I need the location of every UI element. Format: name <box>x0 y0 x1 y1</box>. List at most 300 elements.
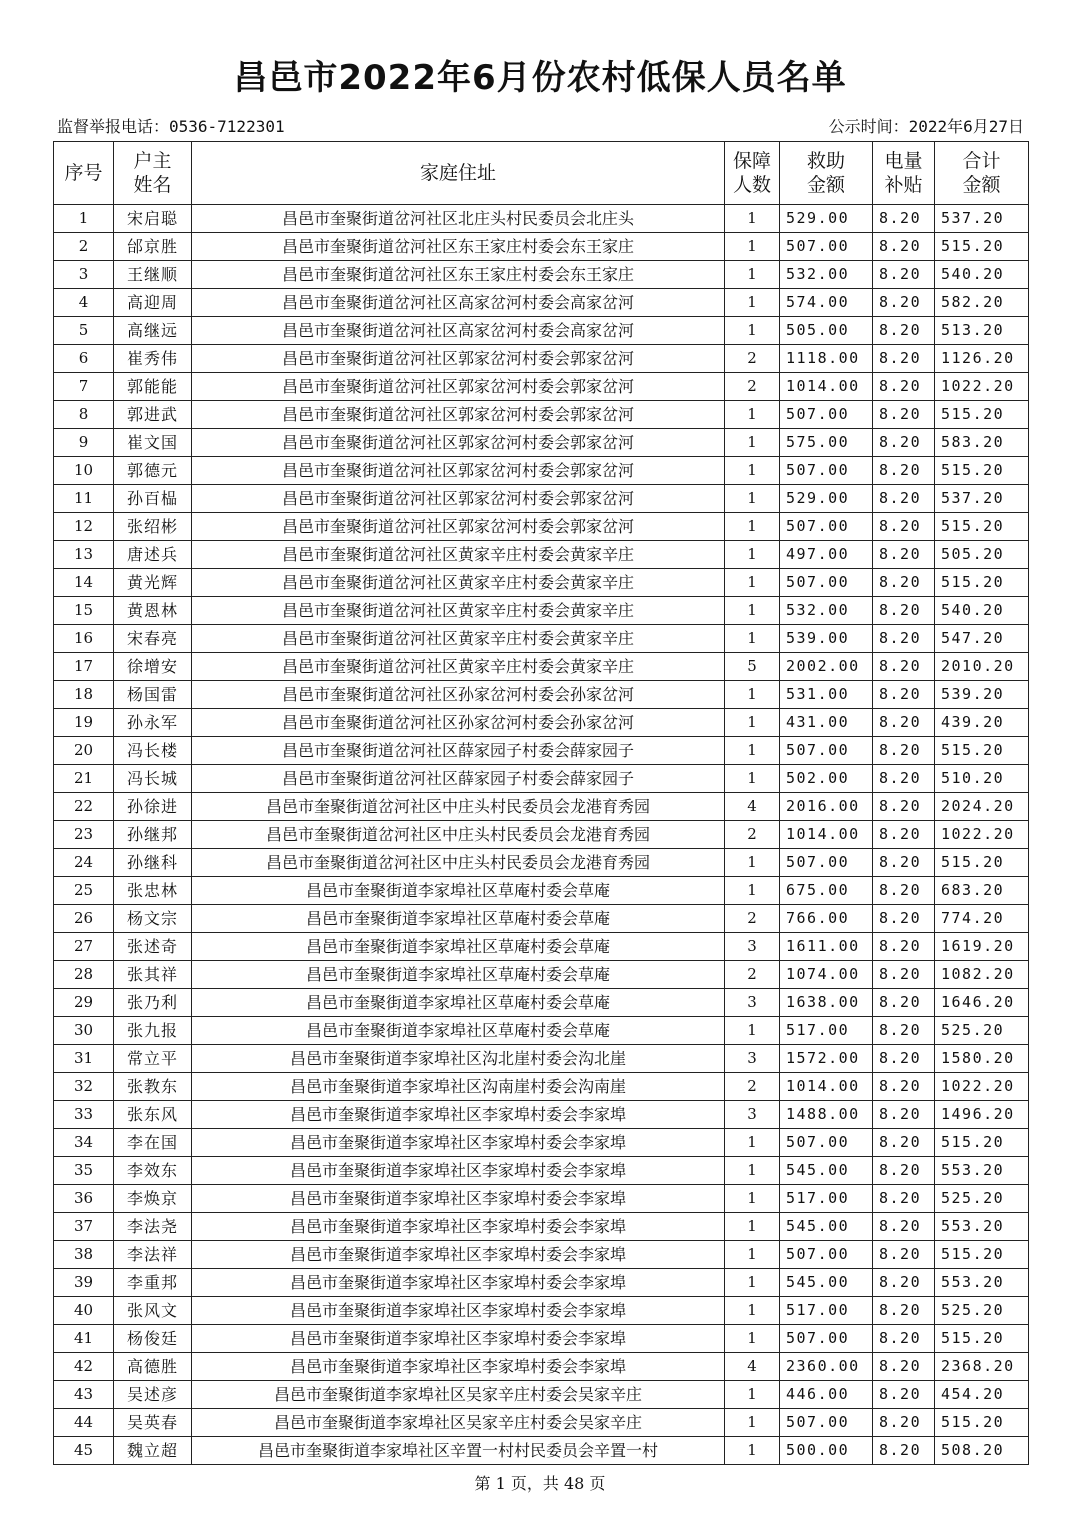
cell-name: 郭进武 <box>114 401 192 429</box>
cell-total: 525.20 <box>935 1297 1029 1325</box>
cell-name: 孙继科 <box>114 849 192 877</box>
cell-serial: 29 <box>54 989 114 1017</box>
header-count: 保障 人数 <box>725 142 780 205</box>
cell-serial: 1 <box>54 205 114 233</box>
cell-serial: 27 <box>54 933 114 961</box>
cell-power: 8.20 <box>873 401 935 429</box>
cell-count: 1 <box>725 569 780 597</box>
cell-total: 525.20 <box>935 1017 1029 1045</box>
table-row <box>54 513 1029 541</box>
cell-power: 8.20 <box>873 1241 935 1269</box>
cell-count: 2 <box>725 821 780 849</box>
cell-aid: 497.00 <box>780 541 873 569</box>
cell-address: 昌邑市奎聚街道李家埠社区沟南崖村委会沟南崖 <box>192 1073 725 1101</box>
cell-serial: 15 <box>54 597 114 625</box>
cell-count: 1 <box>725 317 780 345</box>
table-row <box>54 485 1029 513</box>
cell-count: 4 <box>725 1353 780 1381</box>
table-row <box>54 1017 1029 1045</box>
cell-serial: 8 <box>54 401 114 429</box>
cell-power: 8.20 <box>873 261 935 289</box>
cell-power: 8.20 <box>873 681 935 709</box>
cell-total: 515.20 <box>935 513 1029 541</box>
cell-total: 454.20 <box>935 1381 1029 1409</box>
cell-total: 539.20 <box>935 681 1029 709</box>
cell-aid: 575.00 <box>780 429 873 457</box>
cell-count: 5 <box>725 653 780 681</box>
cell-aid: 1638.00 <box>780 989 873 1017</box>
cell-name: 李重邦 <box>114 1269 192 1297</box>
cell-count: 3 <box>725 1101 780 1129</box>
cell-count: 1 <box>725 1325 780 1353</box>
cell-address: 昌邑市奎聚街道李家埠社区李家埠村委会李家埠 <box>192 1213 725 1241</box>
cell-serial: 10 <box>54 457 114 485</box>
cell-total: 515.20 <box>935 849 1029 877</box>
cell-address: 昌邑市奎聚街道岔河社区北庄头村民委员会北庄头 <box>192 205 725 233</box>
cell-count: 1 <box>725 1017 780 1045</box>
cell-count: 2 <box>725 1073 780 1101</box>
cell-serial: 23 <box>54 821 114 849</box>
table-row <box>54 961 1029 989</box>
cell-aid: 1611.00 <box>780 933 873 961</box>
cell-count: 1 <box>725 597 780 625</box>
cell-serial: 16 <box>54 625 114 653</box>
publish-date: 公示时间：2022年6月27日 <box>828 117 1024 136</box>
cell-count: 1 <box>725 1409 780 1437</box>
cell-address: 昌邑市奎聚街道岔河社区郭家岔河村委会郭家岔河 <box>192 513 725 541</box>
cell-serial: 11 <box>54 485 114 513</box>
cell-count: 1 <box>725 429 780 457</box>
table-row <box>54 1045 1029 1073</box>
cell-total: 515.20 <box>935 1409 1029 1437</box>
table-row <box>54 1437 1029 1465</box>
cell-serial: 14 <box>54 569 114 597</box>
cell-count: 1 <box>725 205 780 233</box>
cell-count: 1 <box>725 261 780 289</box>
table-header-row <box>54 142 1029 205</box>
cell-serial: 25 <box>54 877 114 905</box>
table-row <box>54 709 1029 737</box>
cell-power: 8.20 <box>873 1325 935 1353</box>
cell-count: 1 <box>725 1185 780 1213</box>
cell-total: 547.20 <box>935 625 1029 653</box>
cell-total: 2024.20 <box>935 793 1029 821</box>
cell-aid: 531.00 <box>780 681 873 709</box>
cell-power: 8.20 <box>873 737 935 765</box>
cell-serial: 19 <box>54 709 114 737</box>
cell-name: 崔文国 <box>114 429 192 457</box>
cell-count: 1 <box>725 1241 780 1269</box>
cell-name: 唐述兵 <box>114 541 192 569</box>
cell-address: 昌邑市奎聚街道岔河社区东王家庄村委会东王家庄 <box>192 261 725 289</box>
cell-power: 8.20 <box>873 625 935 653</box>
cell-total: 553.20 <box>935 1213 1029 1241</box>
cell-serial: 34 <box>54 1129 114 1157</box>
cell-name: 冯长城 <box>114 765 192 793</box>
cell-power: 8.20 <box>873 1101 935 1129</box>
cell-serial: 40 <box>54 1297 114 1325</box>
cell-power: 8.20 <box>873 205 935 233</box>
cell-aid: 507.00 <box>780 849 873 877</box>
cell-serial: 44 <box>54 1409 114 1437</box>
cell-power: 8.20 <box>873 317 935 345</box>
page-title: 昌邑市2022年6月份农村低保人员名单 <box>233 58 847 98</box>
cell-serial: 33 <box>54 1101 114 1129</box>
cell-power: 8.20 <box>873 1437 935 1465</box>
cell-total: 537.20 <box>935 205 1029 233</box>
cell-power: 8.20 <box>873 1157 935 1185</box>
table-row <box>54 849 1029 877</box>
table-row <box>54 821 1029 849</box>
cell-count: 1 <box>725 513 780 541</box>
cell-power: 8.20 <box>873 1185 935 1213</box>
table-row <box>54 765 1029 793</box>
cell-aid: 675.00 <box>780 877 873 905</box>
cell-aid: 2002.00 <box>780 653 873 681</box>
table-row <box>54 793 1029 821</box>
cell-address: 昌邑市奎聚街道岔河社区郭家岔河村委会郭家岔河 <box>192 373 725 401</box>
cell-total: 515.20 <box>935 1325 1029 1353</box>
cell-total: 515.20 <box>935 233 1029 261</box>
cell-aid: 507.00 <box>780 1129 873 1157</box>
cell-power: 8.20 <box>873 513 935 541</box>
table-row <box>54 1269 1029 1297</box>
cell-name: 张忠林 <box>114 877 192 905</box>
table-row <box>54 205 1029 233</box>
cell-address: 昌邑市奎聚街道岔河社区郭家岔河村委会郭家岔河 <box>192 457 725 485</box>
cell-total: 537.20 <box>935 485 1029 513</box>
cell-total: 515.20 <box>935 457 1029 485</box>
cell-power: 8.20 <box>873 541 935 569</box>
cell-address: 昌邑市奎聚街道岔河社区中庄头村民委员会龙港育秀园 <box>192 821 725 849</box>
table-row <box>54 401 1029 429</box>
cell-name: 高迎周 <box>114 289 192 317</box>
cell-power: 8.20 <box>873 989 935 1017</box>
cell-total: 1496.20 <box>935 1101 1029 1129</box>
cell-total: 774.20 <box>935 905 1029 933</box>
cell-power: 8.20 <box>873 1017 935 1045</box>
cell-address: 昌邑市奎聚街道李家埠社区吴家辛庄村委会吴家辛庄 <box>192 1381 725 1409</box>
cell-aid: 507.00 <box>780 233 873 261</box>
cell-total: 583.20 <box>935 429 1029 457</box>
cell-power: 8.20 <box>873 1045 935 1073</box>
cell-count: 1 <box>725 709 780 737</box>
cell-total: 1022.20 <box>935 1073 1029 1101</box>
cell-name: 李效东 <box>114 1157 192 1185</box>
cell-name: 孙继邦 <box>114 821 192 849</box>
cell-name: 魏立超 <box>114 1437 192 1465</box>
table-row <box>54 1241 1029 1269</box>
cell-count: 1 <box>725 681 780 709</box>
table-row <box>54 569 1029 597</box>
cell-power: 8.20 <box>873 1381 935 1409</box>
cell-serial: 28 <box>54 961 114 989</box>
cell-aid: 529.00 <box>780 205 873 233</box>
cell-count: 1 <box>725 1437 780 1465</box>
cell-count: 2 <box>725 345 780 373</box>
cell-aid: 502.00 <box>780 765 873 793</box>
table-row <box>54 737 1029 765</box>
table-row <box>54 429 1029 457</box>
cell-name: 李在国 <box>114 1129 192 1157</box>
table-row <box>54 1185 1029 1213</box>
table-row <box>54 1129 1029 1157</box>
cell-total: 1580.20 <box>935 1045 1029 1073</box>
cell-power: 8.20 <box>873 793 935 821</box>
cell-name: 张述奇 <box>114 933 192 961</box>
cell-total: 515.20 <box>935 569 1029 597</box>
cell-aid: 2016.00 <box>780 793 873 821</box>
cell-aid: 1014.00 <box>780 1073 873 1101</box>
cell-total: 2368.20 <box>935 1353 1029 1381</box>
cell-power: 8.20 <box>873 1269 935 1297</box>
recipient-table <box>53 141 1029 1465</box>
cell-count: 2 <box>725 905 780 933</box>
cell-serial: 21 <box>54 765 114 793</box>
cell-power: 8.20 <box>873 821 935 849</box>
table-row <box>54 933 1029 961</box>
cell-serial: 36 <box>54 1185 114 1213</box>
cell-serial: 5 <box>54 317 114 345</box>
cell-name: 常立平 <box>114 1045 192 1073</box>
cell-count: 1 <box>725 1297 780 1325</box>
cell-address: 昌邑市奎聚街道李家埠社区吴家辛庄村委会吴家辛庄 <box>192 1409 725 1437</box>
cell-aid: 517.00 <box>780 1017 873 1045</box>
header-address: 家庭住址 <box>192 142 725 205</box>
cell-aid: 1118.00 <box>780 345 873 373</box>
cell-name: 张乃利 <box>114 989 192 1017</box>
table-row <box>54 261 1029 289</box>
cell-power: 8.20 <box>873 429 935 457</box>
cell-address: 昌邑市奎聚街道李家埠社区李家埠村委会李家埠 <box>192 1269 725 1297</box>
cell-name: 王继顺 <box>114 261 192 289</box>
cell-count: 1 <box>725 737 780 765</box>
cell-name: 李焕京 <box>114 1185 192 1213</box>
cell-total: 515.20 <box>935 1241 1029 1269</box>
cell-address: 昌邑市奎聚街道岔河社区薛家园子村委会薛家园子 <box>192 737 725 765</box>
header-name: 户主 姓名 <box>114 142 192 205</box>
cell-aid: 507.00 <box>780 737 873 765</box>
cell-serial: 26 <box>54 905 114 933</box>
cell-serial: 43 <box>54 1381 114 1409</box>
cell-total: 505.20 <box>935 541 1029 569</box>
cell-address: 昌邑市奎聚街道李家埠社区李家埠村委会李家埠 <box>192 1353 725 1381</box>
cell-power: 8.20 <box>873 933 935 961</box>
cell-name: 孙永军 <box>114 709 192 737</box>
cell-name: 张九报 <box>114 1017 192 1045</box>
cell-name: 张绍彬 <box>114 513 192 541</box>
cell-power: 8.20 <box>873 961 935 989</box>
cell-power: 8.20 <box>873 457 935 485</box>
cell-count: 1 <box>725 233 780 261</box>
cell-address: 昌邑市奎聚街道岔河社区郭家岔河村委会郭家岔河 <box>192 401 725 429</box>
cell-address: 昌邑市奎聚街道李家埠社区辛置一村村民委员会辛置一村 <box>192 1437 725 1465</box>
cell-aid: 517.00 <box>780 1297 873 1325</box>
cell-address: 昌邑市奎聚街道李家埠社区李家埠村委会李家埠 <box>192 1129 725 1157</box>
cell-aid: 505.00 <box>780 317 873 345</box>
cell-address: 昌邑市奎聚街道岔河社区黄家辛庄村委会黄家辛庄 <box>192 625 725 653</box>
cell-address: 昌邑市奎聚街道李家埠社区草庵村委会草庵 <box>192 1017 725 1045</box>
table-row <box>54 1157 1029 1185</box>
cell-total: 582.20 <box>935 289 1029 317</box>
cell-name: 黄光辉 <box>114 569 192 597</box>
cell-address: 昌邑市奎聚街道岔河社区中庄头村民委员会龙港育秀园 <box>192 849 725 877</box>
cell-address: 昌邑市奎聚街道岔河社区薛家园子村委会薛家园子 <box>192 765 725 793</box>
cell-aid: 1572.00 <box>780 1045 873 1073</box>
cell-address: 昌邑市奎聚街道岔河社区郭家岔河村委会郭家岔河 <box>192 345 725 373</box>
cell-count: 3 <box>725 989 780 1017</box>
cell-address: 昌邑市奎聚街道岔河社区黄家辛庄村委会黄家辛庄 <box>192 541 725 569</box>
cell-power: 8.20 <box>873 373 935 401</box>
cell-count: 2 <box>725 961 780 989</box>
cell-aid: 529.00 <box>780 485 873 513</box>
cell-count: 3 <box>725 1045 780 1073</box>
cell-address: 昌邑市奎聚街道岔河社区郭家岔河村委会郭家岔河 <box>192 485 725 513</box>
cell-total: 1126.20 <box>935 345 1029 373</box>
cell-serial: 24 <box>54 849 114 877</box>
cell-count: 1 <box>725 1129 780 1157</box>
table-row <box>54 1325 1029 1353</box>
cell-total: 513.20 <box>935 317 1029 345</box>
cell-aid: 507.00 <box>780 401 873 429</box>
table-row <box>54 905 1029 933</box>
cell-power: 8.20 <box>873 485 935 513</box>
table-row <box>54 1213 1029 1241</box>
cell-address: 昌邑市奎聚街道李家埠社区草庵村委会草庵 <box>192 877 725 905</box>
cell-aid: 545.00 <box>780 1213 873 1241</box>
cell-serial: 9 <box>54 429 114 457</box>
hotline-text: 监督举报电话：0536-7122301 <box>57 117 285 136</box>
cell-address: 昌邑市奎聚街道李家埠社区李家埠村委会李家埠 <box>192 1185 725 1213</box>
table-row <box>54 877 1029 905</box>
cell-address: 昌邑市奎聚街道李家埠社区草庵村委会草庵 <box>192 989 725 1017</box>
cell-count: 1 <box>725 849 780 877</box>
cell-aid: 532.00 <box>780 597 873 625</box>
cell-aid: 539.00 <box>780 625 873 653</box>
header-aid: 救助 金额 <box>780 142 873 205</box>
cell-name: 崔秀伟 <box>114 345 192 373</box>
cell-count: 1 <box>725 289 780 317</box>
cell-serial: 31 <box>54 1045 114 1073</box>
cell-power: 8.20 <box>873 1073 935 1101</box>
cell-name: 李法尧 <box>114 1213 192 1241</box>
cell-address: 昌邑市奎聚街道岔河社区高家岔河村委会高家岔河 <box>192 289 725 317</box>
cell-name: 孙徐进 <box>114 793 192 821</box>
cell-name: 宋启聪 <box>114 205 192 233</box>
cell-aid: 1074.00 <box>780 961 873 989</box>
cell-aid: 2360.00 <box>780 1353 873 1381</box>
cell-name: 高德胜 <box>114 1353 192 1381</box>
cell-name: 杨国雷 <box>114 681 192 709</box>
cell-total: 540.20 <box>935 597 1029 625</box>
table-row <box>54 233 1029 261</box>
cell-aid: 517.00 <box>780 1185 873 1213</box>
cell-total: 553.20 <box>935 1157 1029 1185</box>
table-row <box>54 1409 1029 1437</box>
cell-total: 1022.20 <box>935 821 1029 849</box>
cell-serial: 3 <box>54 261 114 289</box>
cell-serial: 6 <box>54 345 114 373</box>
cell-total: 510.20 <box>935 765 1029 793</box>
cell-count: 1 <box>725 877 780 905</box>
cell-aid: 507.00 <box>780 1325 873 1353</box>
cell-name: 郭德元 <box>114 457 192 485</box>
cell-address: 昌邑市奎聚街道岔河社区郭家岔河村委会郭家岔河 <box>192 429 725 457</box>
cell-aid: 766.00 <box>780 905 873 933</box>
table-row <box>54 373 1029 401</box>
table-row <box>54 289 1029 317</box>
cell-name: 张其祥 <box>114 961 192 989</box>
table-row <box>54 541 1029 569</box>
cell-aid: 1014.00 <box>780 821 873 849</box>
cell-address: 昌邑市奎聚街道岔河社区东王家庄村委会东王家庄 <box>192 233 725 261</box>
cell-name: 郭能能 <box>114 373 192 401</box>
cell-serial: 20 <box>54 737 114 765</box>
cell-address: 昌邑市奎聚街道李家埠社区草庵村委会草庵 <box>192 905 725 933</box>
cell-aid: 507.00 <box>780 1241 873 1269</box>
cell-address: 昌邑市奎聚街道李家埠社区李家埠村委会李家埠 <box>192 1325 725 1353</box>
cell-name: 孙百榀 <box>114 485 192 513</box>
cell-serial: 42 <box>54 1353 114 1381</box>
cell-count: 1 <box>725 541 780 569</box>
cell-aid: 500.00 <box>780 1437 873 1465</box>
cell-power: 8.20 <box>873 569 935 597</box>
cell-aid: 507.00 <box>780 1409 873 1437</box>
cell-address: 昌邑市奎聚街道李家埠社区李家埠村委会李家埠 <box>192 1241 725 1269</box>
cell-total: 515.20 <box>935 737 1029 765</box>
cell-name: 杨俊廷 <box>114 1325 192 1353</box>
cell-serial: 18 <box>54 681 114 709</box>
cell-power: 8.20 <box>873 233 935 261</box>
table-row <box>54 1353 1029 1381</box>
header-power: 电量 补贴 <box>873 142 935 205</box>
cell-serial: 13 <box>54 541 114 569</box>
table-row <box>54 345 1029 373</box>
cell-serial: 45 <box>54 1437 114 1465</box>
cell-total: 553.20 <box>935 1269 1029 1297</box>
cell-power: 8.20 <box>873 765 935 793</box>
cell-name: 李法祥 <box>114 1241 192 1269</box>
cell-address: 昌邑市奎聚街道李家埠社区草庵村委会草庵 <box>192 933 725 961</box>
cell-total: 2010.20 <box>935 653 1029 681</box>
cell-serial: 35 <box>54 1157 114 1185</box>
cell-name: 高继远 <box>114 317 192 345</box>
cell-name: 黄恩林 <box>114 597 192 625</box>
cell-total: 540.20 <box>935 261 1029 289</box>
cell-aid: 545.00 <box>780 1157 873 1185</box>
cell-name: 张风文 <box>114 1297 192 1325</box>
cell-power: 8.20 <box>873 345 935 373</box>
table-row <box>54 1073 1029 1101</box>
cell-power: 8.20 <box>873 1353 935 1381</box>
cell-power: 8.20 <box>873 653 935 681</box>
cell-serial: 32 <box>54 1073 114 1101</box>
table-row <box>54 1297 1029 1325</box>
cell-serial: 12 <box>54 513 114 541</box>
cell-power: 8.20 <box>873 849 935 877</box>
cell-count: 2 <box>725 373 780 401</box>
cell-name: 张教东 <box>114 1073 192 1101</box>
cell-address: 昌邑市奎聚街道岔河社区黄家辛庄村委会黄家辛庄 <box>192 653 725 681</box>
cell-power: 8.20 <box>873 1129 935 1157</box>
cell-count: 1 <box>725 765 780 793</box>
cell-total: 1022.20 <box>935 373 1029 401</box>
cell-aid: 532.00 <box>780 261 873 289</box>
cell-power: 8.20 <box>873 1409 935 1437</box>
cell-serial: 41 <box>54 1325 114 1353</box>
cell-power: 8.20 <box>873 597 935 625</box>
cell-name: 徐增安 <box>114 653 192 681</box>
